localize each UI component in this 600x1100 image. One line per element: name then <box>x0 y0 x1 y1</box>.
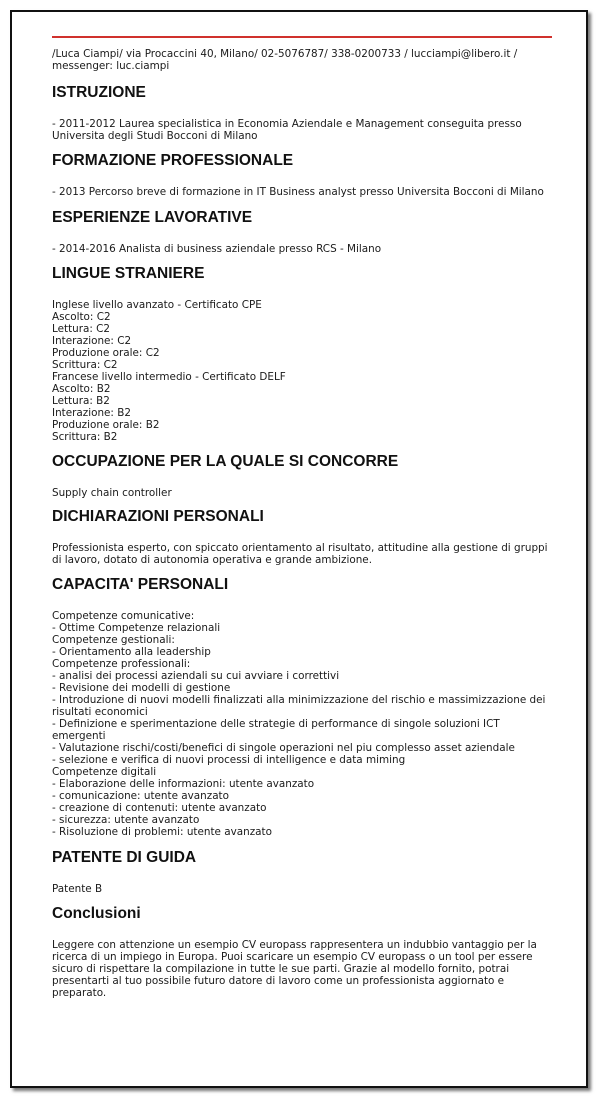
section-line: Lettura: C2 <box>52 323 111 335</box>
section-body-istruzione <box>52 118 552 142</box>
section-line: Produzione orale: C2 <box>52 347 160 359</box>
sections-container <box>52 83 552 999</box>
section-esperienze <box>52 208 552 255</box>
section-line: Produzione orale: B2 <box>52 419 160 431</box>
section-line: - Risoluzione di problemi: utente avanzato <box>52 826 272 838</box>
section-line: Interazione: B2 <box>52 407 131 419</box>
section-line: - selezione e verifica di nuovi processi di intelligence e data miming <box>52 754 406 766</box>
section-line: - Elaborazione delle informazioni: utente avanzato <box>52 778 315 790</box>
section-heading-occupazione: OCCUPAZIONE PER LA QUALE SI CONCORRE <box>52 453 399 470</box>
section-heading-capacita: CAPACITA' PERSONALI <box>52 576 229 593</box>
section-formazione <box>52 151 552 198</box>
section-heading-esperienze: ESPERIENZE LAVORATIVE <box>52 209 253 226</box>
section-line: Scrittura: C2 <box>52 359 118 371</box>
section-line: - Ottime Competenze relazionali <box>52 622 221 634</box>
section-conclusioni <box>52 904 552 999</box>
cv-content <box>52 48 552 999</box>
section-line: Lettura: B2 <box>52 395 110 407</box>
section-body-capacita <box>52 610 552 838</box>
section-line: - 2014-2016 Analista di business aziendale presso RCS - Milano <box>52 243 382 255</box>
section-line: Patente B <box>52 883 103 895</box>
section-line: - 2013 Percorso breve di formazione in IT Business analyst presso Universita Bocconi di Milano <box>52 186 544 198</box>
section-line: - 2011-2012 Laurea specialistica in Economia Aziendale e Management conseguita presso Universita degli Studi Bocconi di Milano <box>52 118 522 142</box>
section-line: - creazione di contenuti: utente avanzato <box>52 802 267 814</box>
section-line: - Revisione dei modelli di gestione <box>52 682 231 694</box>
section-line: Supply chain controller <box>52 487 172 499</box>
section-line: - Definizione e sperimentazione delle strategie di performance di singole soluzioni ICT emergenti <box>52 718 500 742</box>
section-line: Competenze professionali: <box>52 658 191 670</box>
section-line: Professionista esperto, con spiccato orientamento al risultato, attitudine alla gestione di gruppi di lavoro, dotato di autonomia operativa e grande ambizione. <box>52 542 548 566</box>
section-heading-patente: PATENTE DI GUIDA <box>52 849 197 866</box>
section-patente <box>52 848 552 895</box>
section-line: Interazione: C2 <box>52 335 132 347</box>
section-istruzione <box>52 83 552 142</box>
section-line: - Introduzione di nuovi modelli finalizzati alla minimizzazione del rischio e massimizzazione dei risultati economici <box>52 694 546 718</box>
section-dichiarazioni <box>52 507 552 566</box>
section-body-patente <box>52 883 552 895</box>
section-heading-dichiarazioni: DICHIARAZIONI PERSONALI <box>52 508 264 525</box>
section-line: Leggere con attenzione un esempio CV europass rappresentera un indubbio vantaggio per la ricerca di un impiego in Europa. Puoi scaricare un esempio CV europass o un tool per essere sicuro di rispettare la compilazione in tutte le sue parti. Grazie al modello fornito, potrai presentarti al tuo possibile futuro datore di lavoro come un professionista aggiornato e preparato. <box>52 939 537 999</box>
section-heading-formazione: FORMAZIONE PROFESSIONALE <box>52 152 294 169</box>
section-body-formazione <box>52 186 552 198</box>
section-line: - sicurezza: utente avanzato <box>52 814 200 826</box>
section-line: Competenze gestionali: <box>52 634 175 646</box>
section-occupazione <box>52 452 552 499</box>
section-heading-conclusioni: Conclusioni <box>52 905 141 922</box>
section-line: Competenze digitali <box>52 766 157 778</box>
section-line: - comunicazione: utente avanzato <box>52 790 229 802</box>
section-body-occupazione <box>52 487 552 499</box>
section-line: Ascolto: C2 <box>52 311 111 323</box>
section-body-esperienze <box>52 243 552 255</box>
section-line: Ascolto: B2 <box>52 383 111 395</box>
section-line: Francese livello intermedio - Certificato DELF <box>52 371 286 383</box>
section-body-lingue <box>52 299 552 443</box>
section-heading-istruzione: ISTRUZIONE <box>52 84 146 101</box>
section-line: - analisi dei processi aziendali su cui avviare i correttivi <box>52 670 340 682</box>
section-line: Inglese livello avanzato - Certificato CPE <box>52 299 262 311</box>
section-line: Scrittura: B2 <box>52 431 118 443</box>
section-line: Competenze comunicative: <box>52 610 195 622</box>
section-line: - Orientamento alla leadership <box>52 646 211 658</box>
section-lingue <box>52 264 552 443</box>
section-heading-lingue: LINGUE STRANIERE <box>52 265 205 282</box>
header-divider <box>52 36 552 38</box>
section-body-conclusioni <box>52 939 552 999</box>
section-capacita <box>52 575 552 838</box>
section-line: - Valutazione rischi/costi/benefici di singole operazioni nel piu complesso asset aziendale <box>52 742 515 754</box>
contact-info: /Luca Ciampi/ via Procaccini 40, Milano/ 02-5076787/ 338-0200733 / lucciampi@libero.it / messenger: luc.ciampi <box>52 48 518 72</box>
section-body-dichiarazioni <box>52 542 552 566</box>
